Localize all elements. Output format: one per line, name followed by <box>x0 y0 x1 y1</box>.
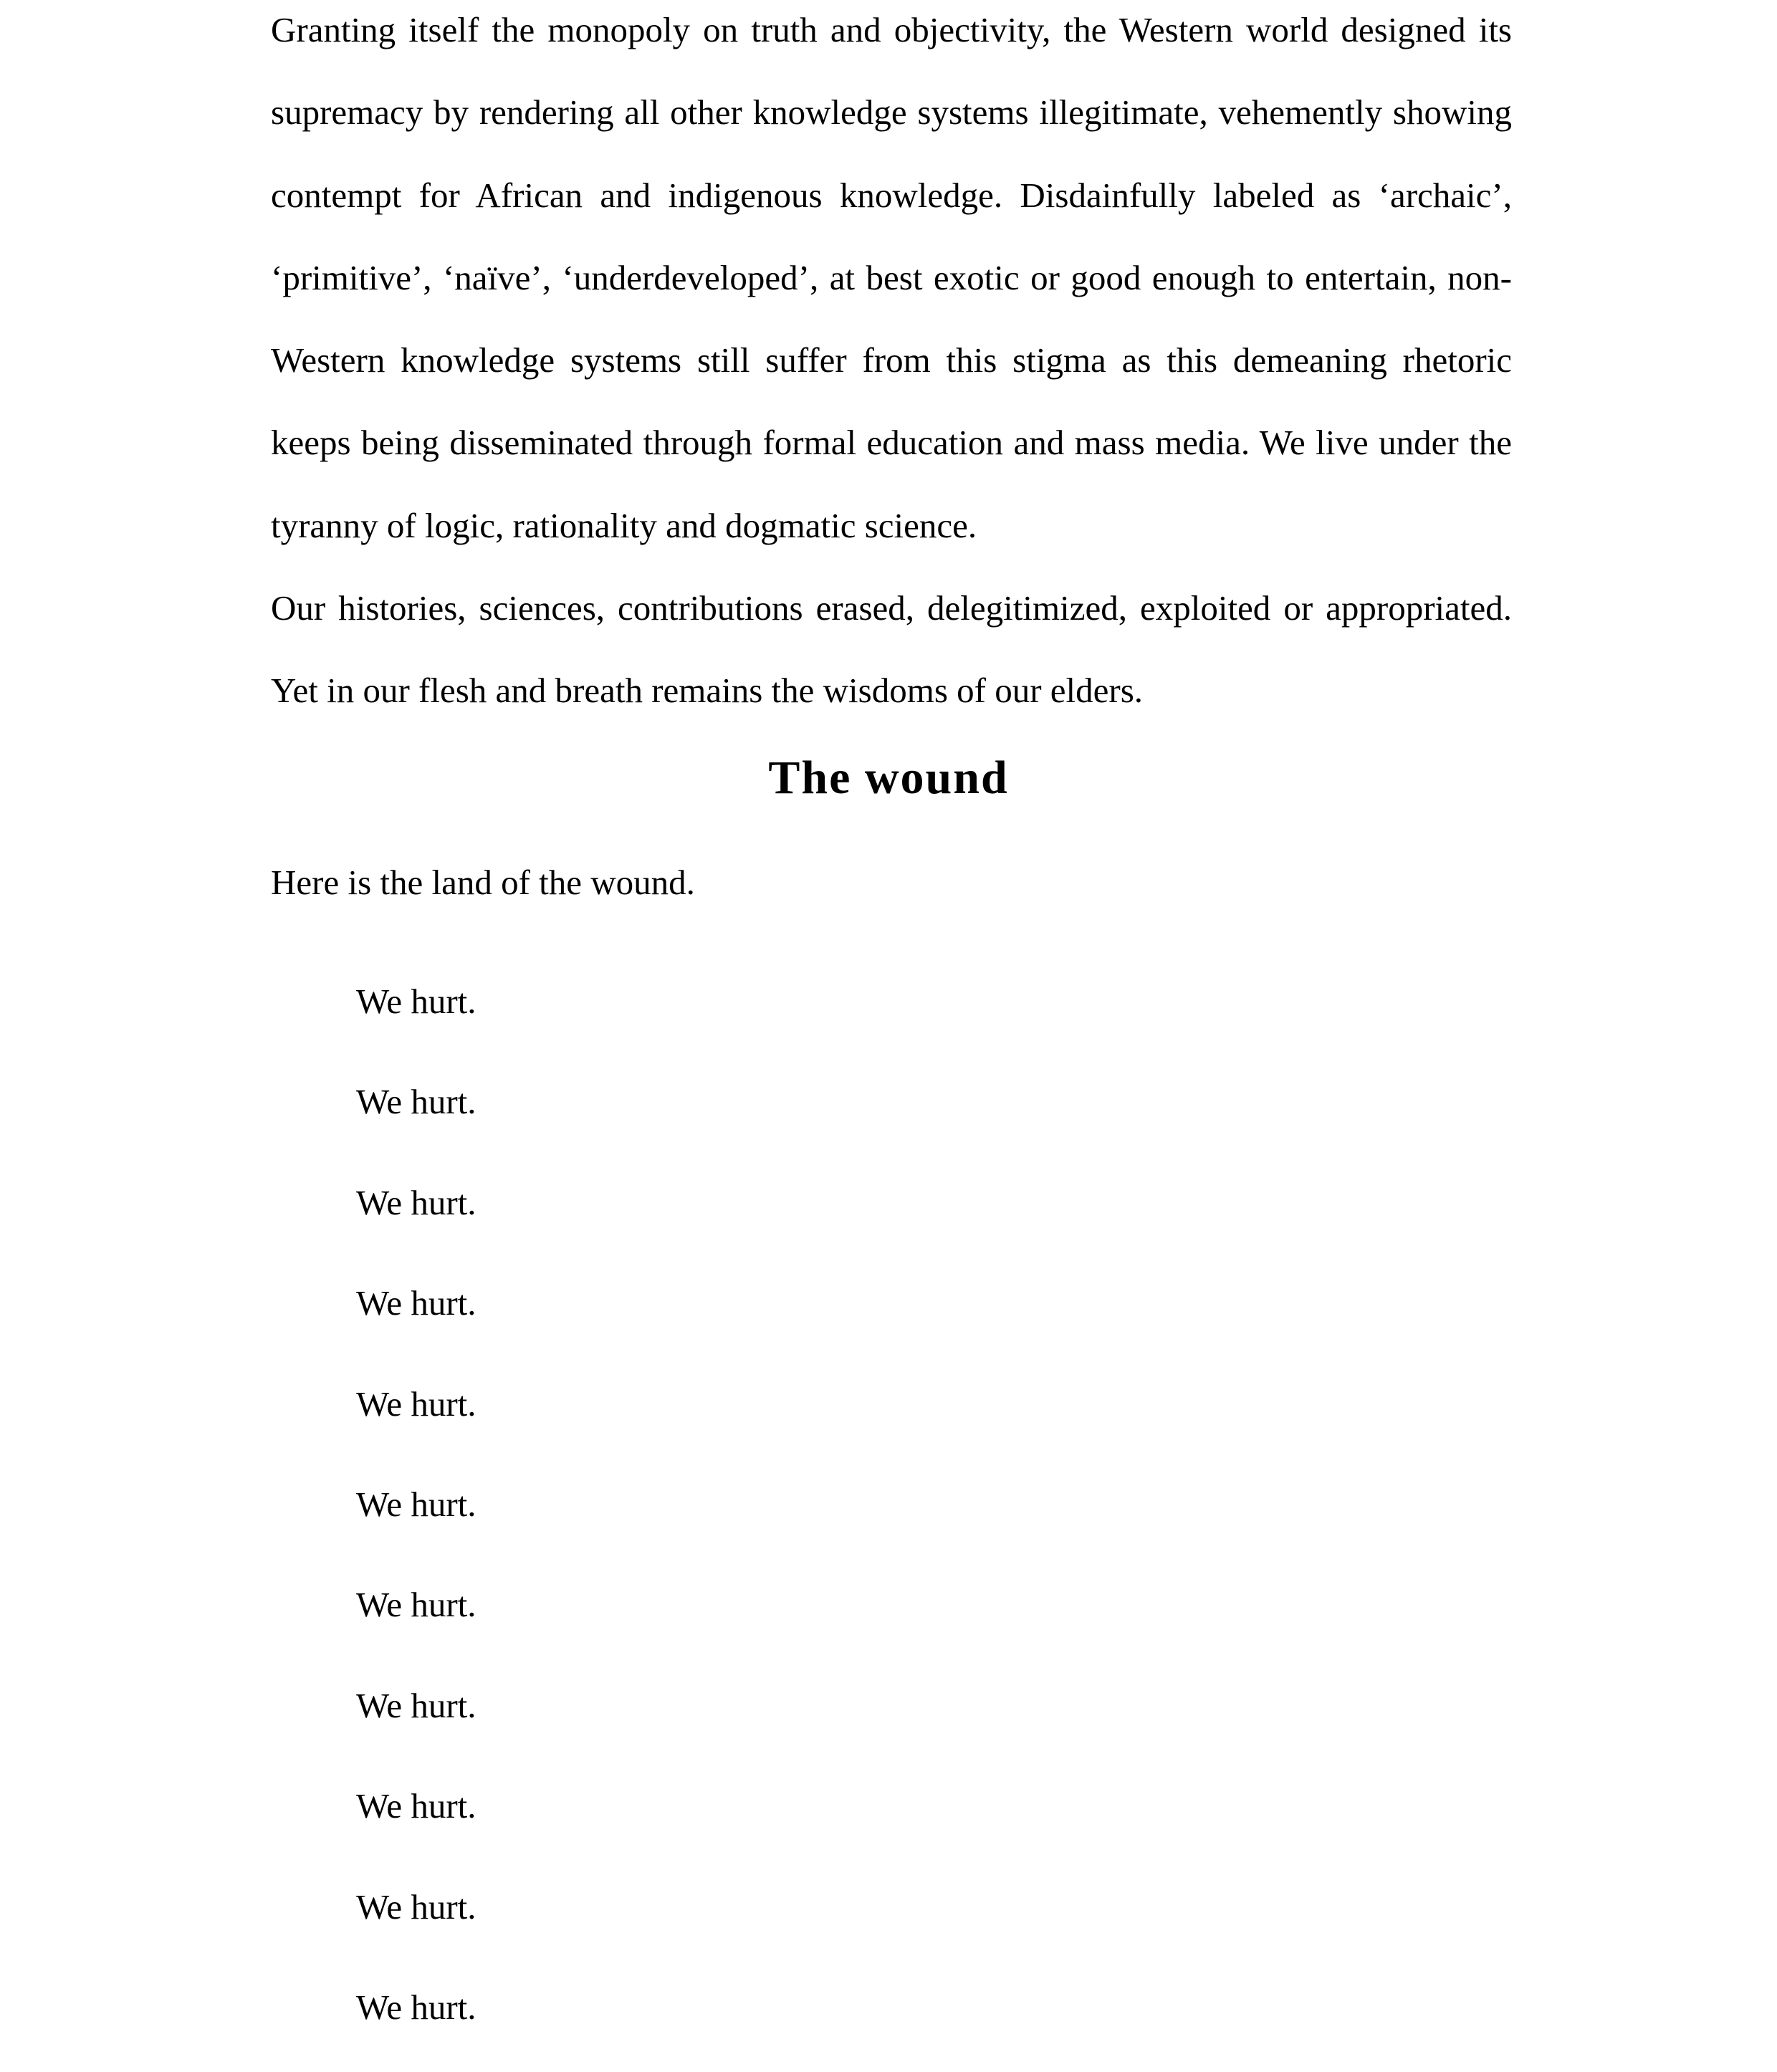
refrain-line: We hurt. <box>356 1685 476 1725</box>
refrain-line: We hurt. <box>356 1082 476 1122</box>
section-intro: Here is the land of the wound. <box>271 863 695 902</box>
refrain-line: We hurt. <box>356 1383 476 1424</box>
refrain-line: We hurt. <box>356 1283 476 1323</box>
section-heading: The wound <box>768 752 1009 804</box>
body-paragraph: Granting itself the monopoly on truth and objectivity, the Western world designed its supremacy by rendering all other knowledge systems illegitimate, vehemently showing contempt for African and indigenous knowledge. Disdainfully labeled as ‘archaic’, ‘primitive’, ‘naïve’, ‘underdeveloped’, at best exotic or good enough to entertain, non-Western knowledge systems still suffer from this stigma as this demeaning rhetoric keeps being disseminated through formal education and mass media. We live under the tyranny of logic, rationality and dogmatic science. <box>271 10 1512 545</box>
refrain-line: We hurt. <box>356 1886 476 1927</box>
refrain-line: We hurt. <box>356 1585 476 1625</box>
refrain-list <box>356 966 476 2072</box>
refrain-line: We hurt. <box>356 982 476 1021</box>
document-page <box>271 0 1512 2039</box>
refrain-line: We hurt. <box>356 1987 476 2027</box>
body-paragraph: Our histories, sciences, contributions erased, delegitimized, exploited or appropriated. Yet in our flesh and breath remains the wisdoms of our elders. <box>271 588 1512 711</box>
refrain-line: We hurt. <box>356 1786 476 1826</box>
refrain-line: We hurt. <box>356 1182 476 1222</box>
refrain-line: We hurt. <box>356 1484 476 1524</box>
